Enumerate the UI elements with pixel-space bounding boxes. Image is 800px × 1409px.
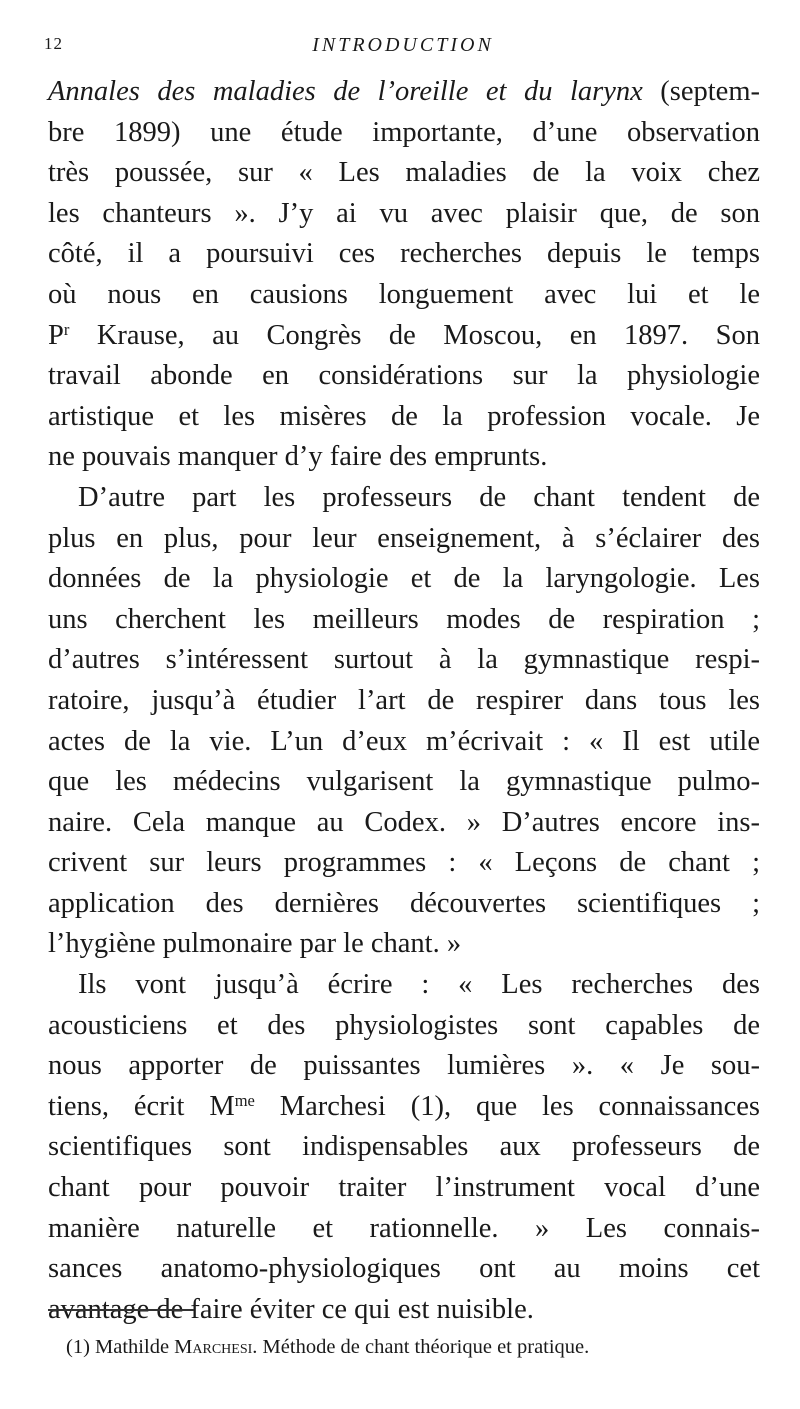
- footnote-author: Marchesi: [174, 1336, 253, 1358]
- text-line: artistique et les misères de la profession vocale. Je: [48, 400, 760, 432]
- text-line: application des dernières découvertes scientifiques ;: [48, 887, 760, 919]
- text-line: D’autre part les professeurs de chant tendent de: [78, 481, 760, 513]
- footnote-divider: [48, 1309, 194, 1311]
- text-line: très poussée, sur « Les maladies de la voix chez: [48, 157, 760, 189]
- text-line: que les médecins vulgarisent la gymnastique pulmo-: [48, 766, 760, 798]
- text-line: sances anatomo-physiologiques ont au moins cet: [48, 1253, 760, 1285]
- text-line: nous apporter de puissantes lumières ». « Je sou-: [48, 1050, 760, 1082]
- text-line: les chanteurs ». J’y ai vu avec plaisir que, de son: [48, 197, 760, 229]
- text-line: l’hygiène pulmonaire par le chant. »: [48, 928, 462, 960]
- body-text: [48, 72, 760, 1330]
- running-title: INTRODUCTION: [312, 34, 494, 56]
- text-line: Ils vont jusqu’à écrire : « Les recherches des: [78, 969, 760, 1001]
- text-line: avantage de faire éviter ce qui est nuisible.: [48, 1293, 534, 1325]
- text-line: côté, il a poursuivi ces recherches depuis le temps: [48, 238, 760, 270]
- text-line: chant pour pouvoir traiter l’instrument vocal d’une: [48, 1172, 760, 1204]
- text-line: plus en plus, pour leur enseignement, à s’éclairer des: [48, 522, 760, 554]
- text-line: d’autres s’intéressent surtout à la gymnastique respi-: [48, 644, 760, 676]
- page-number: 12: [44, 34, 63, 53]
- text-line: naire. Cela manque au Codex. » D’autres encore ins-: [48, 806, 760, 838]
- footnote: (1) Mathilde Marchesi. Méthode de chant théorique et pratique.: [66, 1336, 590, 1358]
- text-line: bre 1899) une étude importante, d’une observation: [48, 116, 760, 148]
- text-line: uns cherchent les meilleurs modes de respiration ;: [48, 603, 760, 635]
- text-line: scientifiques sont indispensables aux professeurs de: [48, 1131, 760, 1163]
- text-line: ratoire, jusqu’à étudier l’art de respirer dans tous les: [48, 684, 760, 716]
- text-line: travail abonde en considérations sur la physiologie: [48, 360, 760, 392]
- text-line: données de la physiologie et de la laryngologie. Les: [48, 563, 760, 595]
- text-line: manière naturelle et rationnelle. » Les connais-: [48, 1212, 760, 1244]
- text-line: actes de la vie. L’un d’eux m’écrivait : « Il est utile: [48, 725, 760, 757]
- text-line: ne pouvais manquer d’y faire des emprunts.: [48, 441, 548, 473]
- text-line: où nous en causions longuement avec lui et le: [48, 278, 760, 310]
- text-line: tiens, écrit $M^{me}$ Marchesi (1), que les connaissances: [48, 1090, 760, 1122]
- text-line: Annales des maladies de l’oreille et du larynx (septem-: [48, 76, 760, 107]
- text-line: acousticiens et des physiologistes sont capables de: [48, 1009, 760, 1041]
- text-line: $P^r$ Krause, au Congrès de Moscou, en 1897. Son: [48, 319, 760, 351]
- text-line: crivent sur leurs programmes : « Leçons de chant ;: [48, 847, 760, 879]
- page-header: [44, 34, 762, 68]
